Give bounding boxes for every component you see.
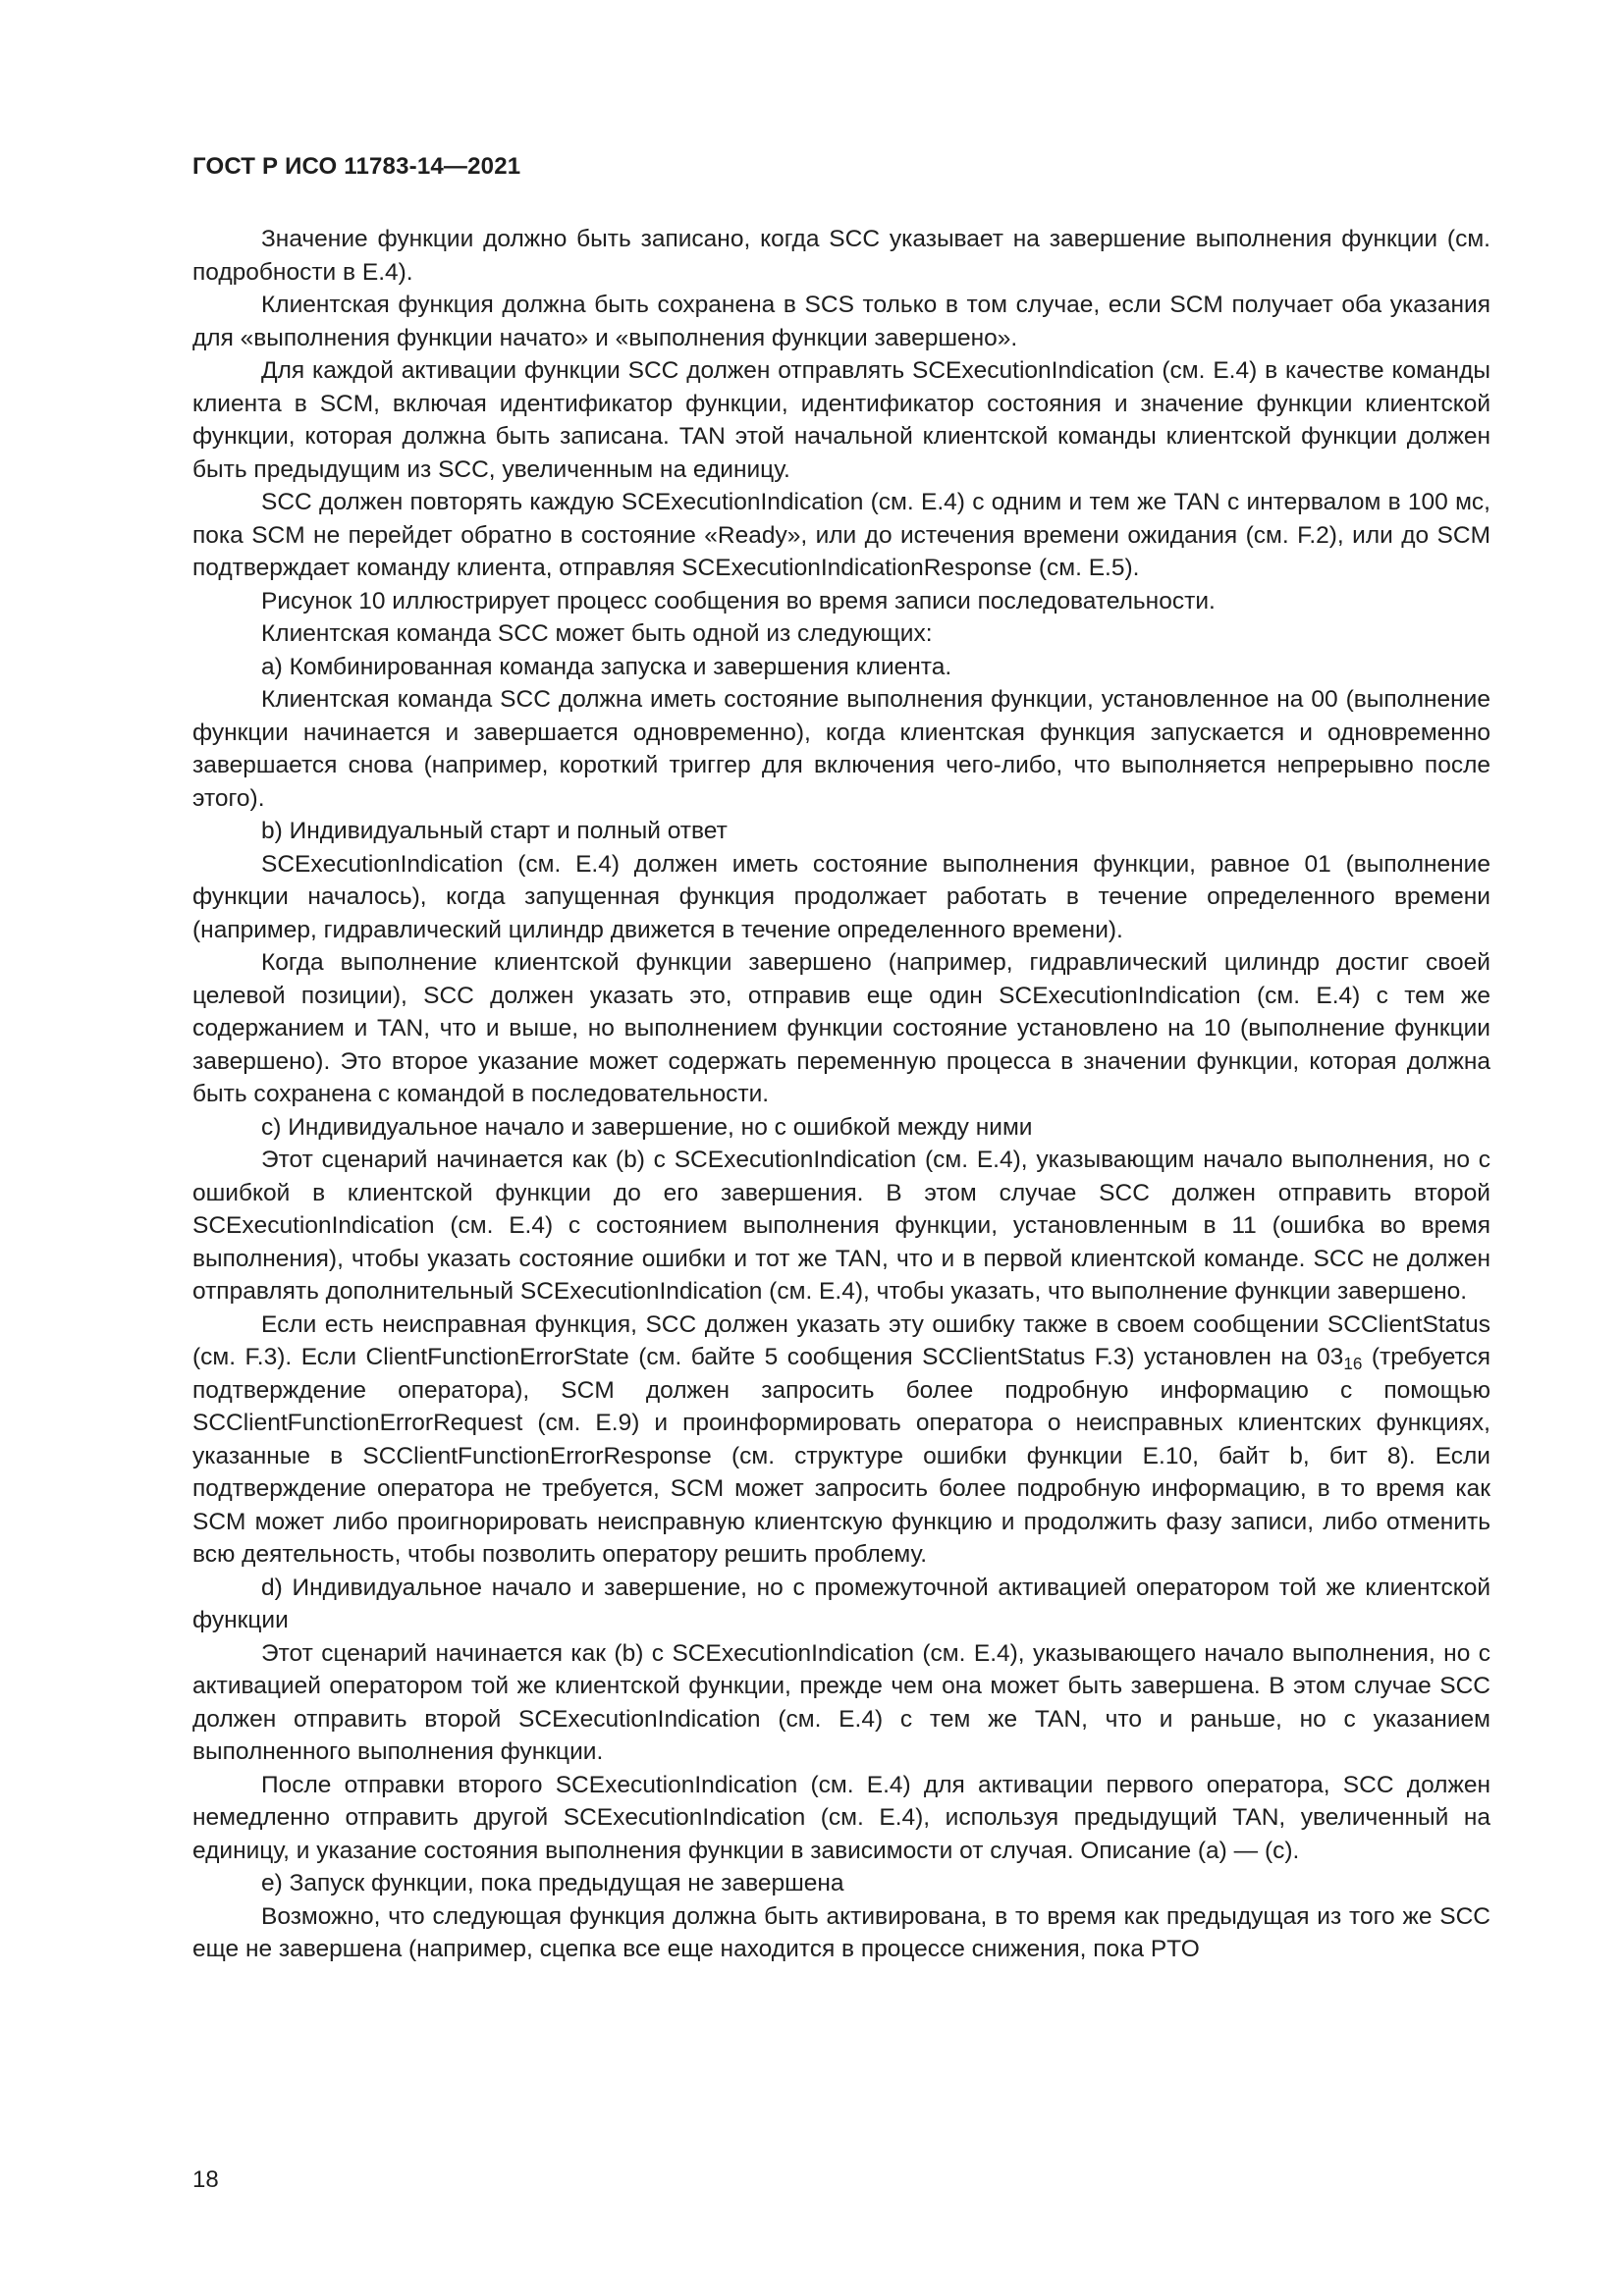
paragraph: Этот сценарий начинается как (b) с SCExecutionIndication (см. E.4), указывающим начало выполнения, но с ошибкой в клиентской функции до его завершения. В этом случае SCC должен отправить второй SCExecutionIndication (см. E.4) с состоянием выполнения функции, установленным в 11 (ошибка во время выполнения), чтобы указать состояние ошибки и тот же TAN, что и в первой клиентской команде. SCC не должен отправлять дополнительный SCExecutionIndication (см. E.4), чтобы указать, что выполнение функции завершено. [192,1147,1490,1305]
paragraph: Клиентская команда SCC может быть одной из следующих: [261,620,933,647]
list-item-d: d) Индивидуальное начало и завершение, но с промежуточной активацией оператором той же клиентской функции [192,1574,1490,1633]
paragraph: После отправки второго SCExecutionIndication (см. E.4) для активации первого оператора, SCC должен немедленно отправить другой SCExecutionIndication (см. E.4), используя предыдущий TAN, увеличенный на единицу, и указание состояния выполнения функции в зависимости от случая. Описание (a) — (c). [192,1771,1490,1864]
paragraph: Когда выполнение клиентской функции завершено (например, гидравлический цилиндр достиг своей целевой позиции), SCC должен указать это, отправив еще один SCExecutionIndication (см. E.4) с тем же содержанием и TAN, что и выше, но выполнением функции состояние установлено на 10 (выполнение функции завершено). Это второе указание может содержать переменную процесса в значении функции, которая должна быть сохранена с командой в последовательности. [192,949,1490,1107]
paragraph: SCExecutionIndication (см. E.4) должен иметь состояние выполнения функции, равное 01 (выполнение функции началось), когда запущенная функция продолжает работать в течение определенного времени (например, гидравлический цилиндр движется в течение определенного времени). [192,850,1490,943]
paragraph: Возможно, что следующая функция должна быть активирована, в то время как предыдущая из того же SCC еще не завершена (например, сцепка все еще находится в процессе снижения, пока PTO [192,1902,1490,1962]
document-header: ГОСТ Р ИСО 11783-14—2021 [192,153,521,180]
paragraph: SCC должен повторять каждую SCExecutionIndication (см. E.4) с одним и тем же TAN с интервалом в 100 мс, пока SCM не перейдет обратно в состояние «Ready», или до истечения времени ожидания (см. F.2), или до SCM подтверждает команду клиента, отправляя SCExecutionIndicationResponse (см. E.5). [192,489,1490,581]
paragraph-with-subscript [192,1308,1490,1572]
paragraph: Рисунок 10 иллюстрирует процесс сообщения во время записи последовательности. [261,587,1216,614]
page-number: 18 [192,2166,219,2193]
paragraph-text-after: (требуется подтверждение оператора), SCM должен запросить более подробную информацию с помощью SCClientFunctionErrorRequest (см. E.9) и проинформировать оператора о неисправных клиентских функциях, указанные в SCClientFunctionErrorResponse (см. структуре ошибки функции E.10, байт b, бит 8). Если подтверждение оператора не требуется, SCM может запросить более подробную информацию, в то время как SCM может либо проигнорировать неисправную клиентскую функцию и продолжить фазу записи, либо отменить всю деятельность, чтобы позволить оператору решить проблему. [192,1344,1490,1568]
list-item-a: a) Комбинированная команда запуска и завершения клиента. [261,653,952,680]
body-text [192,223,1490,1966]
paragraph: Этот сценарий начинается как (b) с SCExecutionIndication (см. E.4), указывающего начало выполнения, но с активацией оператором той же клиентской функции, прежде чем она может быть завершена. В этом случае SCC должен отправить второй SCExecutionIndication (см. E.4) с тем же TAN, что и раньше, но с указанием выполненного выполнения функции. [192,1639,1490,1765]
list-item-e: e) Запуск функции, пока предыдущая не завершена [261,1870,844,1896]
subscript-base: 16 [1343,1354,1363,1374]
paragraph: Клиентская команда SCC должна иметь состояние выполнения функции, установленное на 00 (выполнение функции начинается и завершается одновременно), когда клиентская функция запускается и одновременно завершается снова (например, короткий триггер для включения чего-либо, что выполняется непрерывно после этого). [192,686,1490,812]
paragraph: Для каждой активации функции SCC должен отправлять SCExecutionIndication (см. E.4) в качестве команды клиента в SCM, включая идентификатор функции, идентификатор состояния и значение функции клиентской функции, которая должна быть записана. TAN этой начальной клиентской команды клиентской функции должен быть предыдущим из SCC, увеличенным на единицу. [192,357,1490,483]
list-item-c: c) Индивидуальное начало и завершение, но с ошибкой между ними [261,1113,1033,1141]
paragraph: Значение функции должно быть записано, когда SCC указывает на завершение выполнения функции (см. подробности в E.4). [192,226,1490,286]
paragraph: Клиентская функция должна быть сохранена в SCS только в том случае, если SCM получает оба указания для «выполнения функции начато» и «выполнения функции завершено». [192,292,1490,351]
list-item-b: b) Индивидуальный старт и полный ответ [261,818,728,844]
paragraph-text-before: Если есть неисправная функция, SCC должен указать эту ошибку также в своем сообщении SCClientStatus (см. F.3). Если ClientFunctionErrorState (см. байте 5 сообщения SCClientStatus F.3) установлен на 03 [192,1310,1490,1370]
